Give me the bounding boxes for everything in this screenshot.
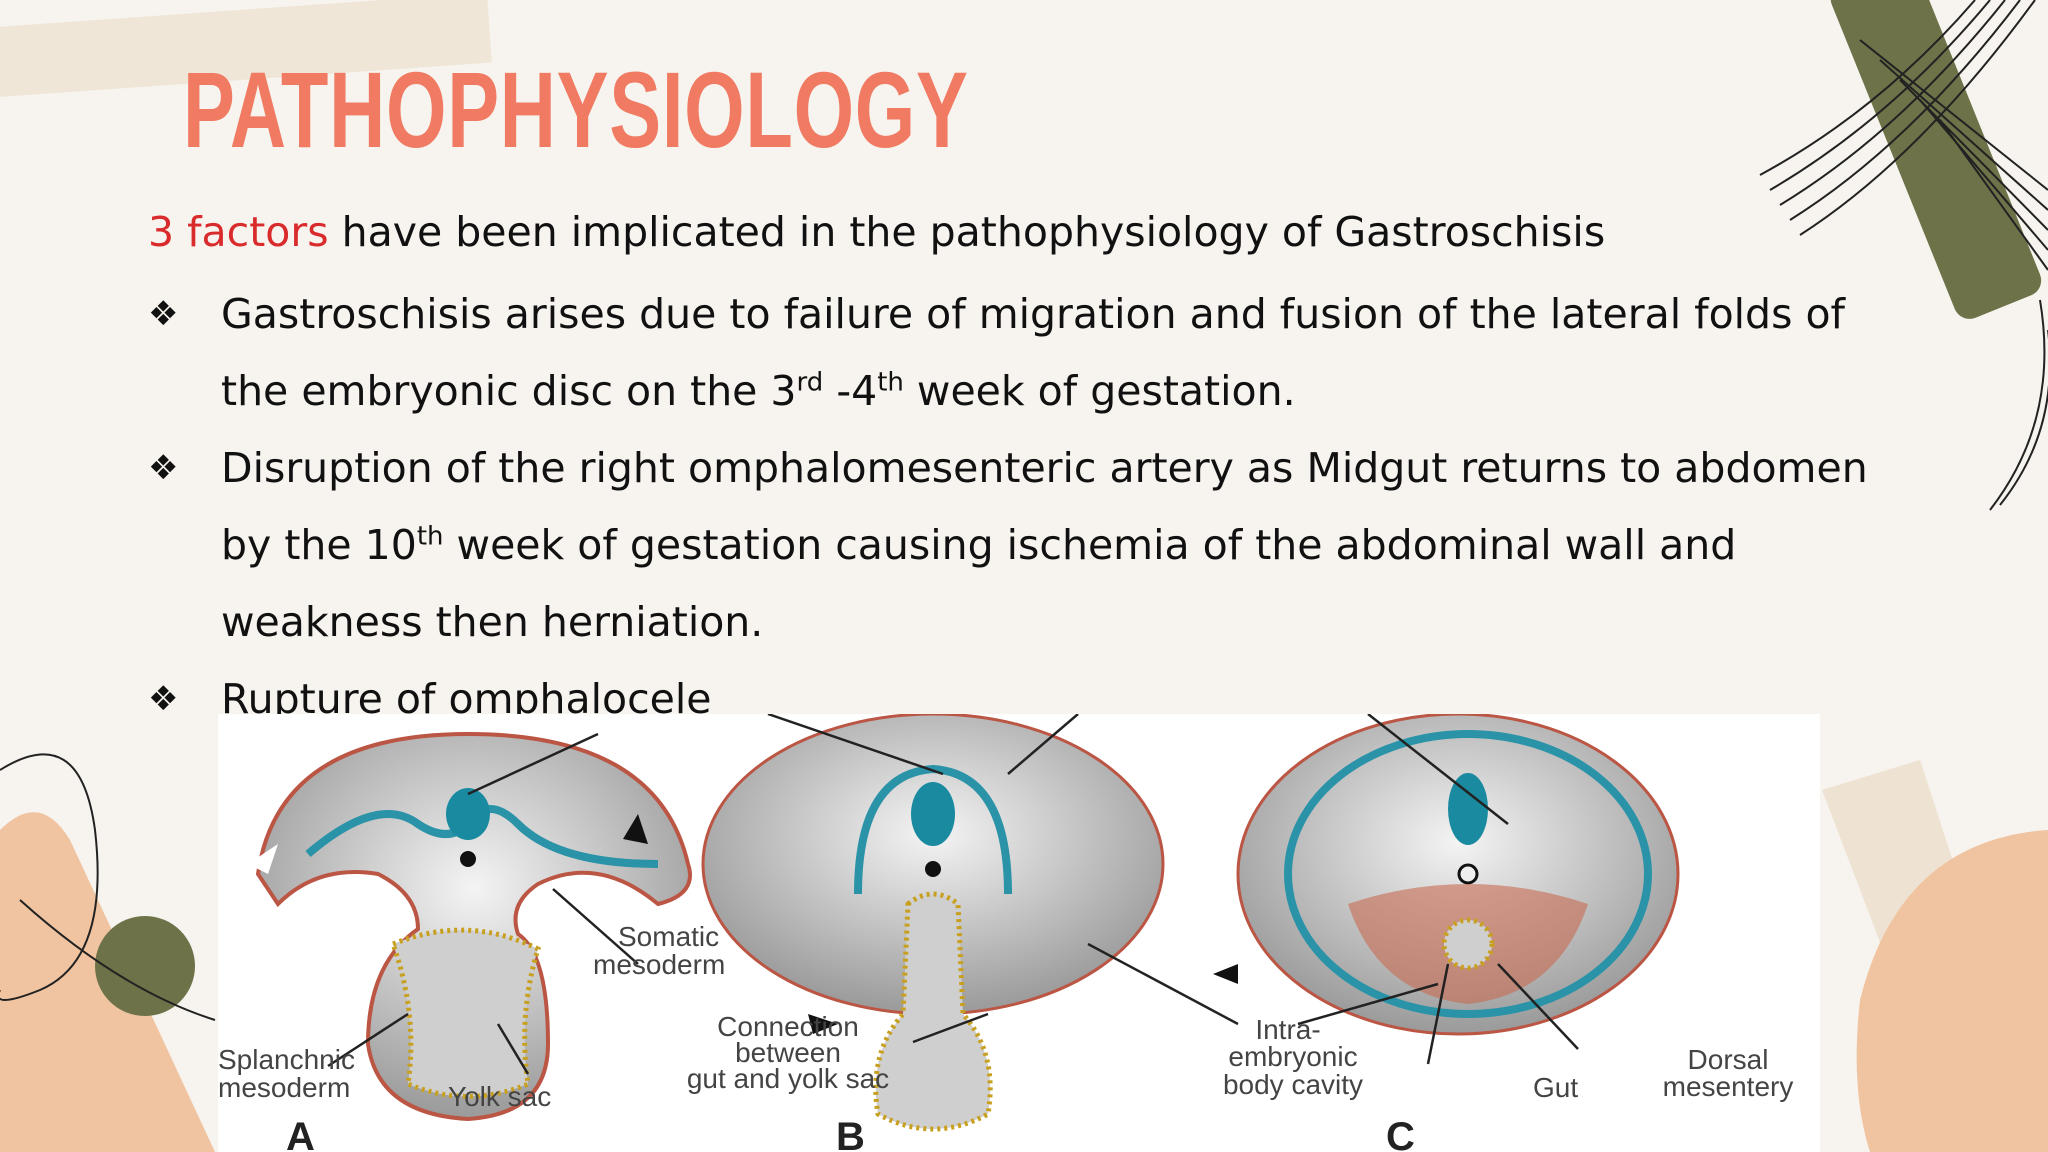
- bullet-text: week of gestation.: [903, 367, 1296, 415]
- panel-c-drawing: [1238, 714, 1678, 1034]
- panel-label-b: B: [836, 1115, 865, 1152]
- superscript: th: [416, 521, 444, 552]
- intro-highlight: 3 factors: [148, 208, 329, 256]
- olive-circle-left: [95, 916, 195, 1016]
- slide-title: PATHOPHYSIOLOGY: [183, 49, 969, 170]
- panel-label-a: A: [286, 1115, 315, 1152]
- label-splanchnic-mesoderm: Splanchnic mesoderm: [218, 1044, 355, 1103]
- bullet-text: Disruption of the right omphalomesenteric artery as Midgut returns to abdomen by the 10: [221, 444, 1868, 569]
- diamond-bullet-icon: ❖: [148, 448, 179, 488]
- bullet-item: [148, 276, 1881, 430]
- diamond-bullet-icon: ❖: [148, 294, 179, 334]
- intro-text: have been implicated in the pathophysiology of Gastroschisis: [328, 208, 1606, 256]
- bullet-list: [148, 276, 1868, 738]
- bullet-text: Gastroschisis arises due to failure of migration and fusion of the lateral folds of the embryonic disc on the 3: [221, 290, 1845, 415]
- bullet-text: -4: [823, 367, 878, 415]
- label-gut: Gut: [1533, 1072, 1579, 1103]
- panel-label-c: C: [1386, 1115, 1415, 1152]
- intro-line: [148, 208, 1605, 256]
- label-dorsal-mesentery: Dorsal mesentery: [1662, 1044, 1794, 1102]
- label-connection: Connection between gut and yolk sac: [686, 1011, 890, 1094]
- bullet-text: week of gestation causing ischemia of the abdominal wall and weakness then herniation.: [221, 521, 1737, 646]
- superscript: th: [877, 367, 904, 398]
- label-somatic-mesoderm: Somatic mesoderm: [593, 921, 726, 980]
- label-yolk-sac: Yolk sac: [448, 1081, 552, 1112]
- label-intra-embryonic: Intra-embryonic body cavity: [1222, 1014, 1364, 1100]
- bullet-text: Rupture of omphalocele: [221, 675, 712, 723]
- superscript: rd: [796, 367, 824, 398]
- embryo-folding-figure: [218, 714, 1820, 1152]
- diamond-bullet-icon: ❖: [148, 679, 179, 719]
- bullet-item: [148, 430, 1901, 661]
